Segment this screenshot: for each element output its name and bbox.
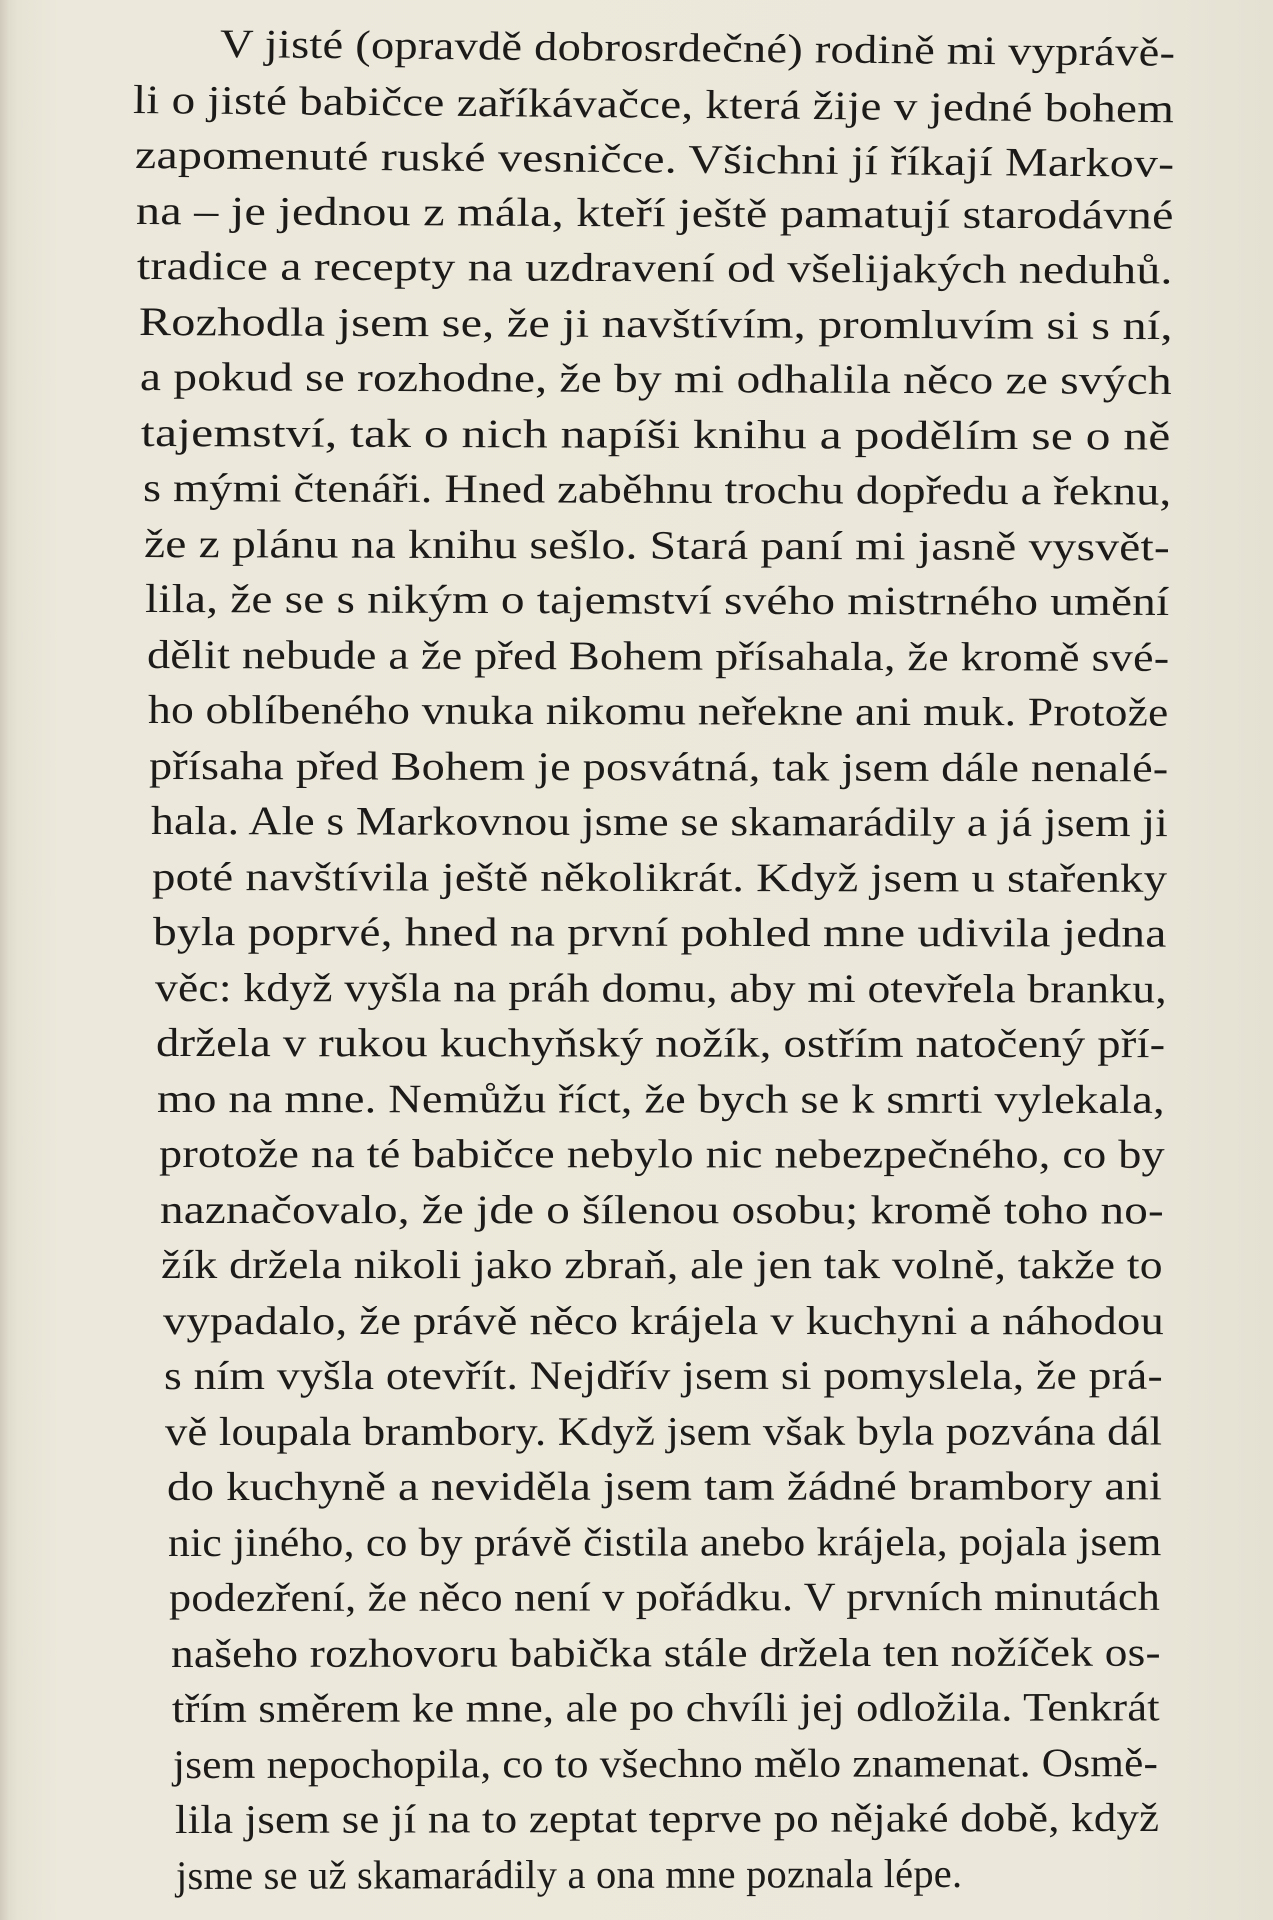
text-line: na – je jednou z mála, kteří ještě pamatují starodávné (135, 187, 1174, 238)
text-line: mo na mne. Nemůžu říct, že bych se k smrti vylekala, (157, 1075, 1166, 1122)
text-line: držela v rukou kuchyňský nožík, ostřím natočený pří- (155, 1020, 1166, 1067)
text-line: nic jiného, co by právě čistila anebo krájela, pojala jsem (167, 1518, 1162, 1565)
text-line: vě loupala brambory. Když jsem však byla pozvána dál (165, 1408, 1163, 1454)
text-line: do kuchyně a neviděla jsem tam žádné brambory ani (166, 1463, 1162, 1510)
text-line: V jisté (opravdě dobrosrdečné) rodině mi vyprávě- (219, 21, 1176, 75)
text-line: vypadalo, že právě něco krájela v kuchyni a náhodou (162, 1297, 1164, 1343)
text-line: s mými čtenáři. Hned zaběhnu trochu dopředu a řeknu, (142, 465, 1172, 514)
text-line: žík držela nikoli jako zbraň, ale jen tak volně, takže to (161, 1242, 1164, 1288)
text-line: že z plánu na knihu sešlo. Stará paní mi jasně vysvět- (143, 520, 1171, 569)
text-line: poté navštívila ještě několikrát. Když jsem u stařenky (151, 853, 1168, 901)
text-line: hala. Ale s Markovnou jsme se skamarádily a já jsem ji (150, 798, 1168, 846)
text-line: naznačovalo, že jde o šílenou osobu; kromě toho no- (159, 1186, 1164, 1233)
text-line: ho oblíbeného vnuka nikomu neřekne ani muk. Protože (147, 687, 1169, 735)
text-line: podezření, že něco není v pořádku. V prvních minutách (169, 1574, 1161, 1621)
text-line: zapomenuté ruské vesničce. Všichni jí říkají Markov- (134, 132, 1175, 186)
text-line: byla poprvé, hned na první pohled mne udivila jedna (153, 909, 1167, 956)
text-line: lila jsem se jí na to zeptat teprve po nějaké době, když (174, 1795, 1159, 1843)
text-line: li o jisté babičce zaříkávačce, která žije v jedné bohem (133, 76, 1175, 131)
text-line: Rozhodla jsem se, že ji navštívím, promluvím si s ní, (138, 298, 1173, 348)
text-line: dělit nebude a že před Bohem přísahala, že kromě své- (146, 631, 1170, 680)
text-line: tajemství, tak o nich napíši knihu a podělím se o ně (141, 409, 1171, 459)
text-line: přísaha před Bohem je posvátná, tak jsem dále nenalé- (149, 742, 1169, 791)
text-line: tradice a recepty na uzdravení od všelijakých neduhů. (137, 243, 1174, 293)
text-line: jsem nepochopila, co to všechno mělo znamenat. Osmě- (173, 1740, 1159, 1787)
text-line: protože na té babičce nebylo nic nebezpečného, co by (158, 1131, 1165, 1178)
text-line: lila, že se s nikým o tajemství svého mistrného umění (145, 576, 1170, 625)
text-line: s ním vyšla otevřít. Nejdřív jsem si pomyslela, že prá- (163, 1353, 1163, 1399)
text-line: věc: když vyšla na práh domu, aby mi otevřela branku, (154, 964, 1167, 1012)
text-line: třím směrem ke mne, ale po chvíli jej odložila. Tenkrát (171, 1684, 1160, 1732)
text-line: jsme se už skamarádily a ona mne poznala lépe. (175, 1850, 963, 1898)
text-line: našeho rozhovoru babička stále držela ten nožíček os- (170, 1629, 1161, 1676)
text-line: a pokud se rozhodne, že by mi odhalila něco ze svých (139, 354, 1173, 404)
